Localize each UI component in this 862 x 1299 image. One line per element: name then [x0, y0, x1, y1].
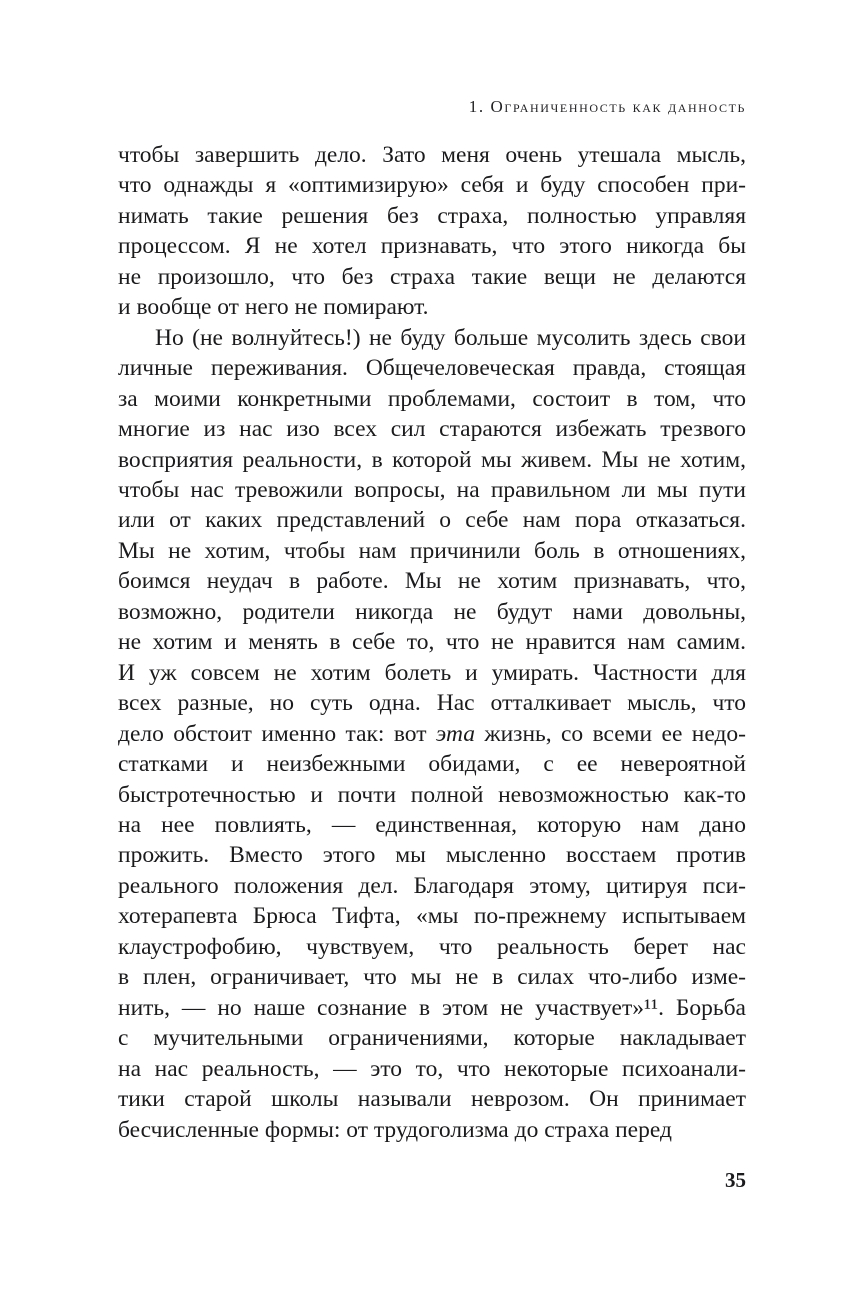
- text-line: в плен, ограничивает, что мы не в силах что-либо изме-: [118, 964, 746, 991]
- page-number: 35: [725, 1168, 746, 1192]
- text-line: дело обстоит именно так: вот эта жизнь, со всеми ее недо-: [118, 720, 747, 747]
- text-line: бесчисленные формы: от трудоголизма до страха перед: [118, 1116, 672, 1143]
- text-line: быстротечностью и почти полной невозможностью как-то: [118, 781, 746, 808]
- text-line: процессом. Я не хотел признавать, что этого никогда бы: [118, 233, 746, 260]
- running-head: 1. Ограниченность как данность: [468, 97, 746, 116]
- body-text: [118, 140, 746, 1145]
- text-line: личные переживания. Общечеловеческая правда, стоящая: [118, 355, 746, 382]
- paragraph: [118, 323, 746, 1145]
- text-line: или от каких представлений о себе нам пора отказаться.: [118, 507, 746, 534]
- text-line: чтобы завершить дело. Зато меня очень утешала мысль,: [118, 142, 746, 168]
- text-line: статками и неизбежными обидами, с ее невероятной: [118, 751, 746, 778]
- text-line: тики старой школы называли неврозом. Он принимает: [118, 1086, 746, 1113]
- text-line: за моими конкретными проблемами, состоит в том, что: [118, 385, 746, 412]
- text-line: клаустрофобию, чувствуем, что реальность берет нас: [118, 933, 746, 960]
- text-line: не произошло, что без страха такие вещи не делаются: [118, 263, 746, 290]
- text-line: нимать такие решения без страха, полностью управляя: [118, 202, 746, 229]
- text-line: не хотим и менять в себе то, что не нравится нам самим.: [118, 629, 746, 656]
- text-line: многие из нас изо всех сил стараются избежать трезвого: [118, 416, 746, 443]
- text-line: на нее повлиять, — единственная, которую нам дано: [118, 811, 746, 838]
- text-line: с мучительными ограничениями, которые накладывает: [118, 1025, 746, 1052]
- text-line: на нас реальность, — это то, что некоторые психоанали-: [118, 1055, 746, 1082]
- text-line: хотерапевта Брюса Тифта, «мы по-прежнему испытываем: [118, 903, 746, 930]
- paragraph: [118, 140, 746, 323]
- text-line: боимся неудач в работе. Мы не хотим признавать, что,: [118, 568, 746, 595]
- text-line: прожить. Вместо этого мы мысленно восстаем против: [118, 842, 746, 869]
- text-line: восприятия реальности, в которой мы живем. Мы не хотим,: [118, 446, 746, 473]
- text-line: чтобы нас тревожили вопросы, на правильном ли мы пути: [118, 476, 746, 503]
- text-line: что однажды я «оптимизирую» себя и буду способен при-: [118, 172, 746, 199]
- text-line: возможно, родители никогда не будут нами довольны,: [118, 598, 746, 625]
- text-line: Но (не волнуйтесь!) не буду больше мусолить здесь свои: [155, 324, 746, 351]
- text-line: И уж совсем не хотим болеть и умирать. Частности для: [118, 659, 746, 686]
- text-line: и вообще от него не помирают.: [118, 294, 429, 321]
- text-line: Мы не хотим, чтобы нам причинили боль в отношениях,: [118, 537, 746, 564]
- text-line: реального положения дел. Благодаря этому, цитируя пси-: [118, 872, 746, 899]
- text-line: нить, — но наше сознание в этом не участвует»¹¹. Борьба: [118, 994, 746, 1021]
- text-line: всех разные, но суть одна. Нас отталкивает мысль, что: [118, 690, 746, 717]
